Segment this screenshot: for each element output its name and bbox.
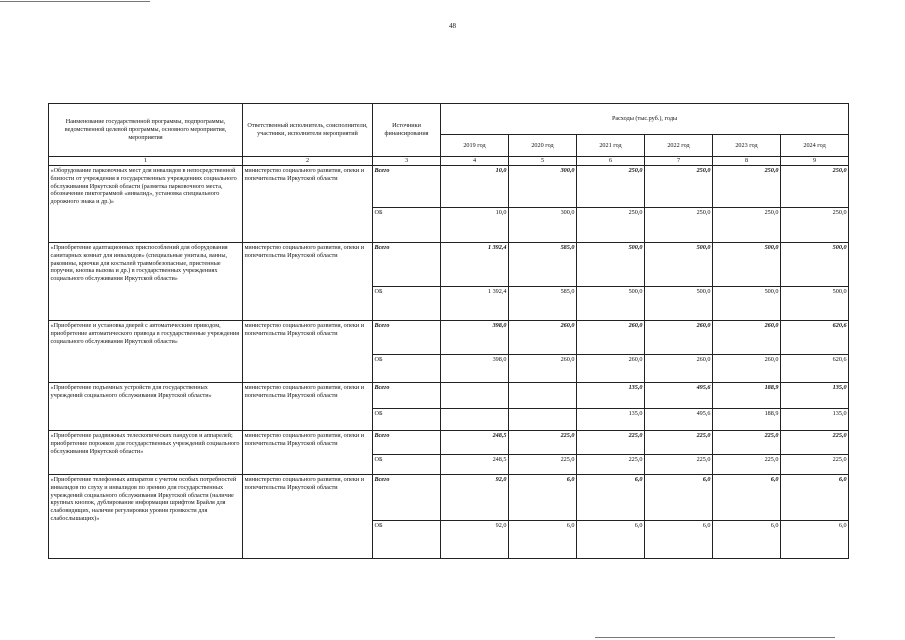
- total-value-cell: 250,0: [577, 166, 645, 208]
- ob-value-cell: [441, 409, 509, 431]
- source-ob-label: ОБ: [373, 208, 441, 243]
- executor-cell: министерство социального развития, опеки и попечительства Иркутской области: [243, 475, 373, 559]
- header-program-name: Наименование государственной программы, подпрограммы, ведомственной целевой программы, основного мероприятия, мероприятия: [49, 104, 243, 157]
- ob-value-cell: 500,0: [577, 287, 645, 321]
- total-value-cell: 6,0: [645, 475, 713, 521]
- total-value-cell: 6,0: [509, 475, 577, 521]
- ob-value-cell: 250,0: [645, 208, 713, 243]
- total-value-cell: 260,0: [509, 321, 577, 355]
- program-item-name: «Приобретение адаптационных приспособлений для оборудования санитарных комнат для инвалидов» (специальные унитазы, ванны, раковины, крючки для костылей травмобезопасные, пристенные поручни, кнопка вызова и др.) в государственных учреждениях социального обслуживания Иркутской области»: [49, 243, 243, 321]
- total-value-cell: 225,0: [509, 431, 577, 455]
- scan-mark: [595, 637, 835, 638]
- ob-value-cell: 225,0: [645, 455, 713, 475]
- header-sources: Источники финансирования: [373, 104, 441, 157]
- total-value-cell: 225,0: [713, 431, 781, 455]
- total-value-cell: 250,0: [645, 166, 713, 208]
- source-total-label: Всего: [373, 321, 441, 355]
- total-value-cell: 248,5: [441, 431, 509, 455]
- ob-value-cell: 188,9: [713, 409, 781, 431]
- column-number: 7: [645, 157, 713, 166]
- column-number: 6: [577, 157, 645, 166]
- total-value-cell: [509, 383, 577, 409]
- ob-value-cell: 248,5: [441, 455, 509, 475]
- total-value-cell: 92,0: [441, 475, 509, 521]
- ob-value-cell: 10,0: [441, 208, 509, 243]
- column-number: 8: [713, 157, 781, 166]
- ob-value-cell: 6,0: [645, 521, 713, 559]
- table-row: [49, 431, 849, 455]
- table-row: [49, 383, 849, 409]
- source-ob-label: ОБ: [373, 355, 441, 383]
- total-value-cell: 300,0: [509, 166, 577, 208]
- executor-cell: министерство социального развития, опеки и попечительства Иркутской области: [243, 383, 373, 431]
- executor-cell: министерство социального развития, опеки и попечительства Иркутской области: [243, 243, 373, 321]
- source-total-label: Всего: [373, 243, 441, 287]
- ob-value-cell: 500,0: [781, 287, 849, 321]
- source-ob-label: ОБ: [373, 409, 441, 431]
- total-value-cell: 398,0: [441, 321, 509, 355]
- total-value-cell: 225,0: [645, 431, 713, 455]
- ob-value-cell: 620,6: [781, 355, 849, 383]
- ob-value-cell: 500,0: [713, 287, 781, 321]
- ob-value-cell: [509, 409, 577, 431]
- total-value-cell: 1 392,4: [441, 243, 509, 287]
- table-row: [49, 321, 849, 355]
- total-value-cell: 225,0: [781, 431, 849, 455]
- total-value-cell: 250,0: [713, 166, 781, 208]
- ob-value-cell: 250,0: [781, 208, 849, 243]
- ob-value-cell: 300,0: [509, 208, 577, 243]
- header-executor: Ответственный исполнитель, соисполнители, участники, исполнители мероприятий: [243, 104, 373, 157]
- program-item-name: «Приобретение подъемных устройств для государственных учреждений социального обслуживания Иркутской области»: [49, 383, 243, 431]
- ob-value-cell: 250,0: [713, 208, 781, 243]
- total-value-cell: 135,0: [577, 383, 645, 409]
- ob-value-cell: 1 392,4: [441, 287, 509, 321]
- ob-value-cell: 250,0: [577, 208, 645, 243]
- total-value-cell: 500,0: [713, 243, 781, 287]
- table-row: [49, 166, 849, 208]
- header-year: 2024 год: [781, 135, 849, 157]
- source-ob-label: ОБ: [373, 521, 441, 559]
- total-value-cell: 495,6: [645, 383, 713, 409]
- ob-value-cell: 585,0: [509, 287, 577, 321]
- header-year: 2020 год: [509, 135, 577, 157]
- column-number: 9: [781, 157, 849, 166]
- ob-value-cell: 225,0: [781, 455, 849, 475]
- total-value-cell: [441, 383, 509, 409]
- ob-value-cell: 135,0: [781, 409, 849, 431]
- total-value-cell: 250,0: [781, 166, 849, 208]
- total-value-cell: 260,0: [577, 321, 645, 355]
- ob-value-cell: 135,0: [577, 409, 645, 431]
- total-value-cell: 135,0: [781, 383, 849, 409]
- total-value-cell: 500,0: [577, 243, 645, 287]
- table-row: [49, 475, 849, 521]
- source-total-label: Всего: [373, 383, 441, 409]
- header-year: 2023 год: [713, 135, 781, 157]
- header-year: 2019 год: [441, 135, 509, 157]
- expenses-table: [48, 103, 849, 559]
- table-row: [49, 243, 849, 287]
- column-number: 5: [509, 157, 577, 166]
- ob-value-cell: 260,0: [645, 355, 713, 383]
- ob-value-cell: 260,0: [713, 355, 781, 383]
- total-value-cell: 620,6: [781, 321, 849, 355]
- total-value-cell: 6,0: [713, 475, 781, 521]
- column-number: 3: [373, 157, 441, 166]
- header-year: 2022 год: [645, 135, 713, 157]
- ob-value-cell: 225,0: [713, 455, 781, 475]
- program-item-name: «Приобретение и установка дверей с автоматическим приводом, приобретение автоматического привода в государственные учреждения социального обслуживания Иркутской области»: [49, 321, 243, 383]
- total-value-cell: 10,0: [441, 166, 509, 208]
- column-number-row: [49, 157, 849, 166]
- ob-value-cell: 6,0: [713, 521, 781, 559]
- executor-cell: министерство социального развития, опеки и попечительства Иркутской области: [243, 166, 373, 243]
- ob-value-cell: 260,0: [509, 355, 577, 383]
- executor-cell: министерство социального развития, опеки и попечительства Иркутской области: [243, 431, 373, 475]
- program-item-name: «Приобретение телефонных аппаратов с учетом особых потребностей инвалидов по слуху и инвалидов по зрению для государственных учреждений социального обслуживания Иркутской области (наличие крупных кнопок, дублирование информации шрифтом Брайля для слабовидящих, наличие регулировки уровня громкости для слабослышащих)»: [49, 475, 243, 559]
- program-item-name: «Приобретение раздвижных телескопических пандусов и аппарелей; приобретение порожков для государственных учреждений социального обслуживания Иркутской области»: [49, 431, 243, 475]
- executor-cell: министерство социального развития, опеки и попечительства Иркутской области: [243, 321, 373, 383]
- ob-value-cell: 6,0: [509, 521, 577, 559]
- ob-value-cell: 225,0: [577, 455, 645, 475]
- ob-value-cell: 6,0: [577, 521, 645, 559]
- ob-value-cell: 495,6: [645, 409, 713, 431]
- header-expenses: Расходы (тыс.руб.), годы: [441, 104, 849, 135]
- scan-mark: [0, 1, 150, 2]
- ob-value-cell: 6,0: [781, 521, 849, 559]
- total-value-cell: 225,0: [577, 431, 645, 455]
- column-number: 4: [441, 157, 509, 166]
- program-item-name: «Оборудование парковочных мест для инвалидов в непосредственной близости от учреждения в государственных учреждениях социального обслуживания Иркутской области (разметка парковочного места, обозначение пиктограммой «инвалид», установка специального дорожного знака и др.)»: [49, 166, 243, 243]
- header-year: 2021 год: [577, 135, 645, 157]
- total-value-cell: 260,0: [645, 321, 713, 355]
- total-value-cell: 500,0: [781, 243, 849, 287]
- total-value-cell: 500,0: [645, 243, 713, 287]
- source-ob-label: ОБ: [373, 455, 441, 475]
- total-value-cell: 260,0: [713, 321, 781, 355]
- total-value-cell: 6,0: [577, 475, 645, 521]
- column-number: 2: [243, 157, 373, 166]
- source-total-label: Всего: [373, 431, 441, 455]
- header-row: [49, 104, 849, 135]
- total-value-cell: 6,0: [781, 475, 849, 521]
- ob-value-cell: 398,0: [441, 355, 509, 383]
- total-value-cell: 188,9: [713, 383, 781, 409]
- ob-value-cell: 92,0: [441, 521, 509, 559]
- ob-value-cell: 260,0: [577, 355, 645, 383]
- column-number: 1: [49, 157, 243, 166]
- source-total-label: Всего: [373, 475, 441, 521]
- ob-value-cell: 500,0: [645, 287, 713, 321]
- source-total-label: Всего: [373, 166, 441, 208]
- total-value-cell: 585,0: [509, 243, 577, 287]
- ob-value-cell: 225,0: [509, 455, 577, 475]
- source-ob-label: ОБ: [373, 287, 441, 321]
- page-number: 48: [449, 22, 456, 30]
